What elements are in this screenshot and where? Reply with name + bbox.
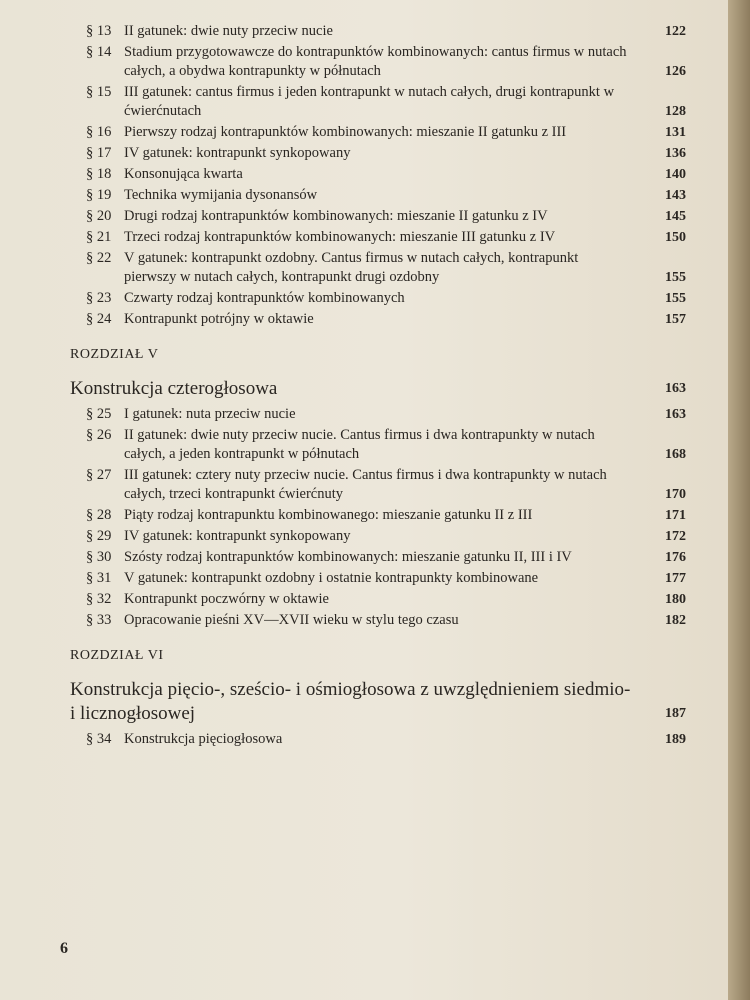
page-number: 170 — [665, 487, 686, 502]
section-number: § 33 — [86, 612, 112, 628]
entry-title: Drugi rodzaj kontrapunktów kombinowanych: mieszanie II gatunku z IV — [124, 208, 548, 224]
section-number: § 25 — [86, 406, 112, 422]
page-number: 136 — [665, 146, 686, 161]
section-number: § 34 — [86, 731, 112, 747]
entry-title: Kontrapunkt poczwórny w oktawie — [124, 591, 329, 607]
entry-title: II gatunek: dwie nuty przeciw nucie — [124, 23, 333, 39]
toc-entry — [78, 426, 686, 464]
page-number: 163 — [665, 407, 686, 422]
section-number: § 20 — [86, 208, 112, 224]
section-number: § 19 — [86, 187, 112, 203]
toc-entry — [78, 310, 686, 329]
toc-entry — [78, 289, 686, 308]
entry-title: I gatunek: nuta przeciw nucie — [124, 406, 296, 422]
page-number: 126 — [665, 64, 686, 79]
section-number: § 14 — [86, 44, 112, 60]
page-number: 131 — [665, 125, 686, 140]
page-number: 128 — [665, 104, 686, 119]
section-number: § 24 — [86, 311, 112, 327]
entry-title: V gatunek: kontrapunkt ozdobny. Cantus firmus w nutach całych, kontrapunkt pierwszy w nutach całych, kontrapunkt drugi ozdobny — [124, 250, 579, 285]
toc-entry — [78, 249, 686, 287]
page-number: 143 — [665, 188, 686, 203]
page-number: 172 — [665, 529, 686, 544]
section-number: § 26 — [86, 427, 112, 443]
page-number: 122 — [665, 24, 686, 39]
folio-page-number: 6 — [60, 940, 68, 957]
page-number: 176 — [665, 550, 686, 565]
entry-title: Czwarty rodzaj kontrapunktów kombinowanych — [124, 290, 405, 306]
table-of-contents — [70, 22, 686, 751]
section-number: § 28 — [86, 507, 112, 523]
page-number: 150 — [665, 230, 686, 245]
entry-title: III gatunek: cantus firmus i jeden kontrapunkt w nutach całych, drugi kontrapunkt w ćwierćnutach — [124, 84, 615, 119]
section-number: § 27 — [86, 467, 112, 483]
toc-entry — [78, 527, 686, 546]
chapter-heading-title: Konstrukcja czterogłosowa — [70, 378, 278, 399]
toc-entry — [78, 165, 686, 184]
toc-entry — [78, 22, 686, 41]
section-number: § 29 — [86, 528, 112, 544]
page-number: 140 — [665, 167, 686, 182]
entry-title: Trzeci rodzaj kontrapunktów kombinowanych: mieszanie III gatunku z IV — [124, 229, 556, 245]
page-edge — [728, 0, 750, 1000]
page-number: 168 — [665, 447, 686, 462]
page-number: 187 — [665, 706, 686, 721]
page-number: 155 — [665, 270, 686, 285]
entry-title: V gatunek: kontrapunkt ozdobny i ostatnie kontrapunkty kombinowane — [124, 570, 539, 586]
toc-entry — [78, 123, 686, 142]
page-number: 177 — [665, 571, 686, 586]
toc-entry — [78, 611, 686, 630]
page-number: 189 — [665, 732, 686, 747]
entry-title: Stadium przygotowawcze do kontrapunktów kombinowanych: cantus firmus w nutach całych, a obydwa kontrapunkty w półnutach — [124, 44, 627, 79]
page-number: 157 — [665, 312, 686, 327]
entry-title: III gatunek: cztery nuty przeciw nucie. Cantus firmus i dwa kontrapunkty w nutach całych, trzeci kontrapunkt ćwierćnuty — [124, 467, 607, 502]
toc-entry — [78, 548, 686, 567]
chapter-5-entries — [78, 405, 686, 630]
toc-entry — [78, 83, 686, 121]
section-number: § 15 — [86, 84, 112, 100]
entry-title: Piąty rodzaj kontrapunktu kombinowanego: mieszanie gatunku II z III — [124, 507, 533, 523]
page-number: 171 — [665, 508, 686, 523]
toc-entry — [78, 730, 686, 749]
section-number: § 30 — [86, 549, 112, 565]
entry-title: Szósty rodzaj kontrapunktów kombinowanych: mieszanie gatunku II, III i IV — [124, 549, 572, 565]
entry-title: II gatunek: dwie nuty przeciw nucie. Cantus firmus i dwa kontrapunkty w nutach całych, a jeden kontrapunkt w półnutach — [124, 427, 595, 462]
toc-entry — [78, 186, 686, 205]
entry-title: Pierwszy rodzaj kontrapunktów kombinowanych: mieszanie II gatunku z III — [124, 124, 567, 140]
entry-title: Technika wymijania dysonansów — [124, 187, 318, 203]
entry-title: Kontrapunkt potrójny w oktawie — [124, 311, 314, 327]
page-number: 155 — [665, 291, 686, 306]
section-number: § 13 — [86, 23, 112, 39]
entry-title: IV gatunek: kontrapunkt synkopowany — [124, 145, 351, 161]
section-number: § 23 — [86, 290, 112, 306]
toc-entry — [78, 506, 686, 525]
chapter-heading — [70, 377, 686, 401]
section-number: § 31 — [86, 570, 112, 586]
section-number: § 21 — [86, 229, 112, 245]
toc-entry — [78, 569, 686, 588]
entry-title: IV gatunek: kontrapunkt synkopowany — [124, 528, 351, 544]
toc-entry — [78, 590, 686, 609]
toc-entry — [78, 43, 686, 81]
chapter-heading-title: Konstrukcja pięcio-, sześcio- i ośmiogłosowa z uwzględnieniem siedmio- i licznogłosowej — [70, 679, 631, 724]
toc-entry — [78, 466, 686, 504]
chapter-label: ROZDZIAŁ V — [70, 347, 159, 362]
toc-entry — [78, 207, 686, 226]
section-number: § 22 — [86, 250, 112, 266]
page-number: 163 — [665, 381, 686, 396]
entry-title: Konstrukcja pięciogłosowa — [124, 731, 283, 747]
section-number: § 32 — [86, 591, 112, 607]
toc-entry — [78, 228, 686, 247]
chapter-4-entries — [78, 22, 686, 329]
toc-entry — [78, 405, 686, 424]
entry-title: Konsonująca kwarta — [124, 166, 243, 182]
page-number: 182 — [665, 613, 686, 628]
section-number: § 18 — [86, 166, 112, 182]
chapter-6-entries — [78, 730, 686, 749]
chapter-label: ROZDZIAŁ VI — [70, 648, 164, 663]
page-number: 180 — [665, 592, 686, 607]
entry-title: Opracowanie pieśni XV—XVII wieku w stylu tego czasu — [124, 612, 459, 628]
toc-entry — [78, 144, 686, 163]
chapter-heading — [70, 678, 686, 726]
section-number: § 16 — [86, 124, 112, 140]
section-number: § 17 — [86, 145, 112, 161]
page-number: 145 — [665, 209, 686, 224]
